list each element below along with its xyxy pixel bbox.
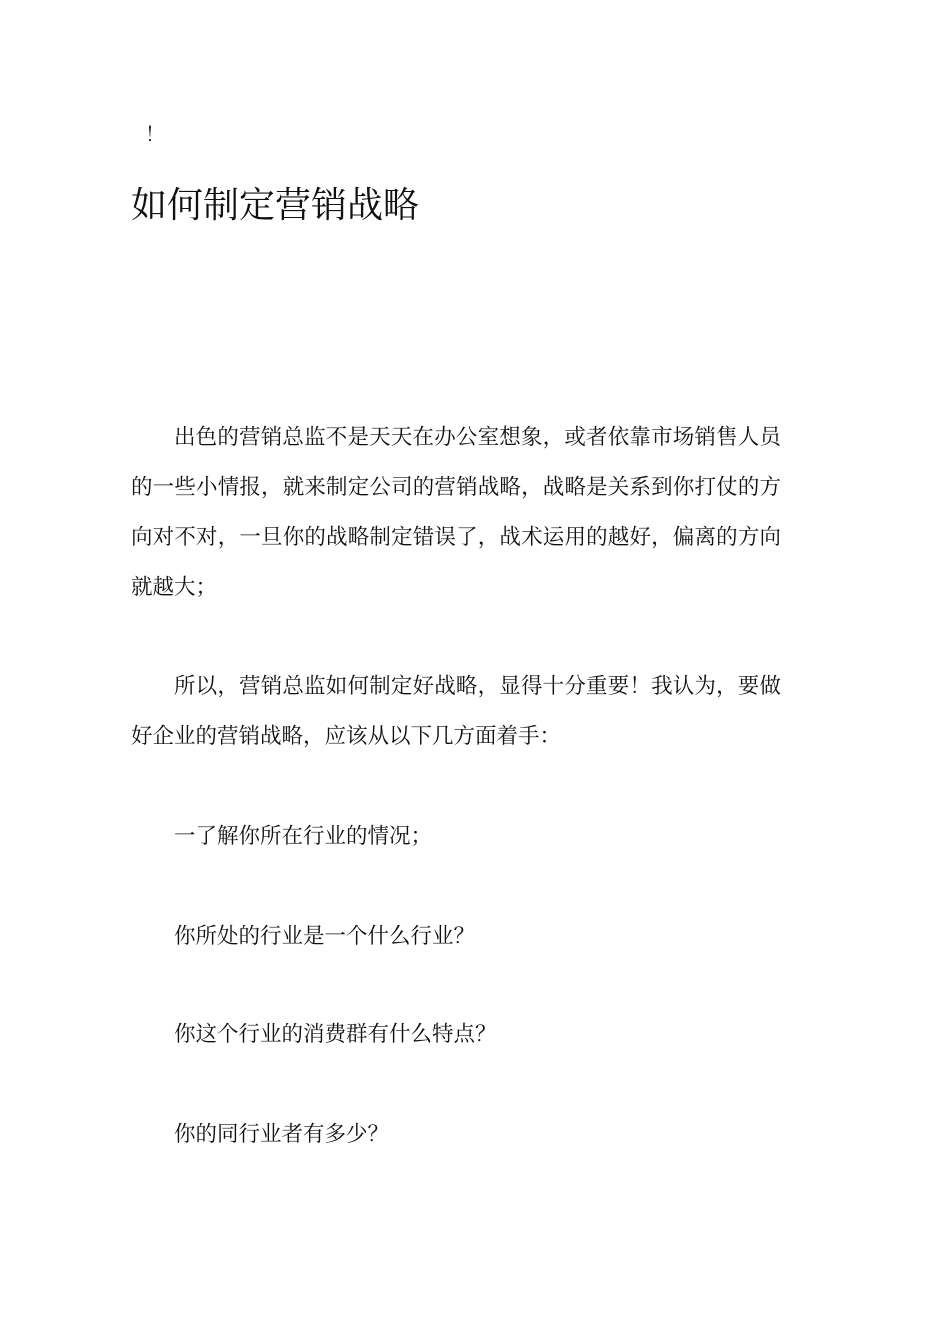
body-paragraph-1: 出色的营销总监不是天天在办公室想象，或者依靠市场销售人员的一些小情报，就来制定公司的营销战略，战略是关系到你打仗的方向对不对，一旦你的战略制定错误了，战术运用的越好，偏离的方向就越大； [131,425,781,600]
page-title: 如何制定营销战略 [131,185,420,226]
body-paragraph-2: 所以，营销总监如何制定好战略，显得十分重要！我认为，要做好企业的营销战略，应该从以下几方面着手： [131,674,781,749]
question-consumer-traits: 你这个行业的消费群有什么特点？ [174,1022,497,1047]
question-competitor-count: 你的同行业者有多少？ [174,1122,390,1147]
exclamation-mark: ！ [145,122,165,146]
question-industry-type: 你所处的行业是一个什么行业？ [174,924,476,949]
section-heading-industry: 一了解你所在行业的情况； [174,824,433,849]
